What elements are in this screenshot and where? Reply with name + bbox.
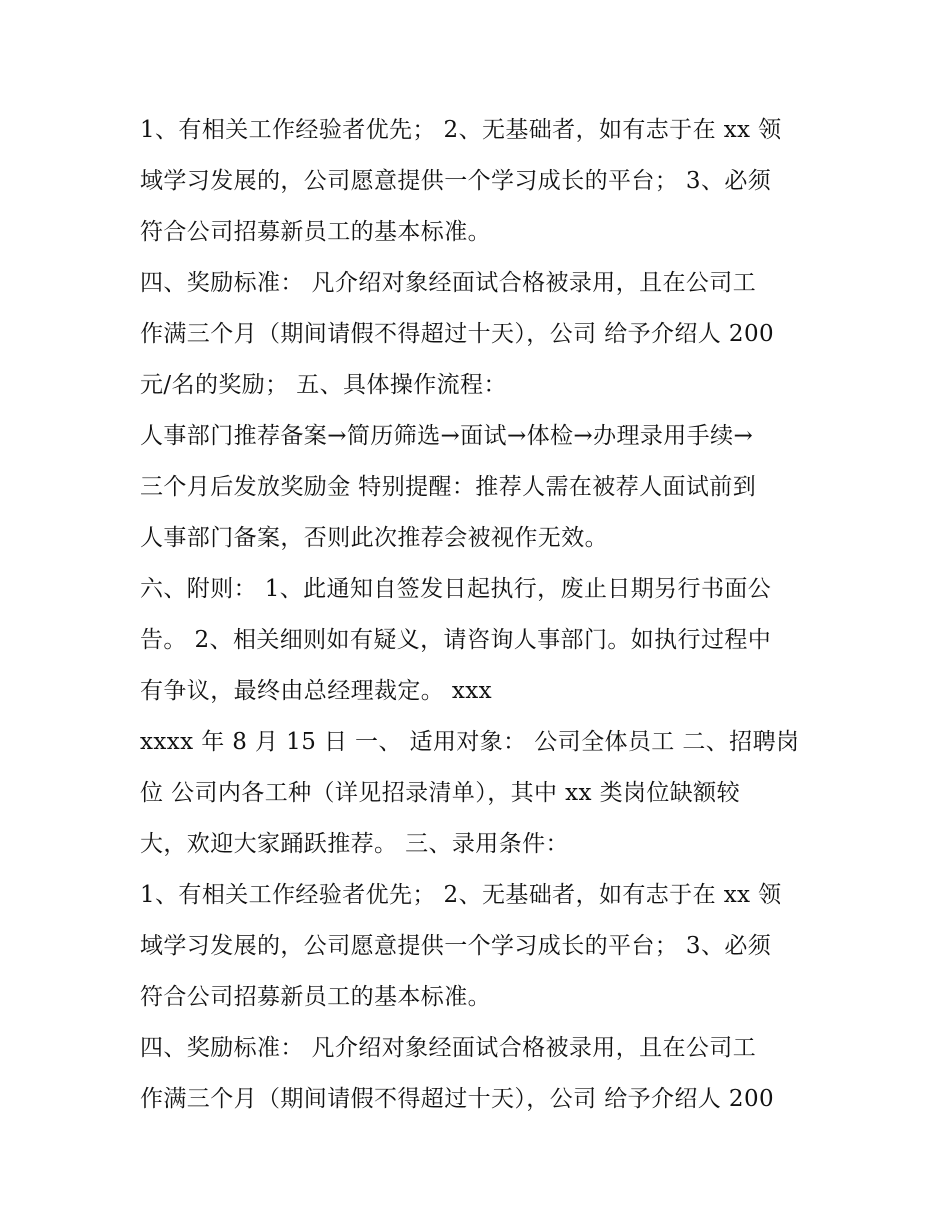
text-line: 位 公司内各工种（详见招录清单），其中 xx 类岗位缺额较 [140, 780, 740, 806]
text-line: 作满三个月（期间请假不得超过十天），公司 给予介绍人 200 [140, 321, 775, 347]
text-line: 四、奖励标准： 凡介绍对象经面试合格被录用，且在公司工 [140, 1035, 757, 1061]
text-line: 告。 2、相关细则如有疑义，请咨询人事部门。如执行过程中 [140, 627, 772, 653]
text-line: 人事部门备案，否则此次推荐会被视作无效。 [140, 525, 608, 551]
text-line: xxxx 年 8 月 15 日 一、 适用对象： 公司全体员工 二、招聘岗 [140, 729, 800, 755]
text-line: 符合公司招募新员工的基本标准。 [140, 984, 491, 1010]
text-line: 六、附则： 1、此通知自签发日起执行，废止日期另行书面公 [140, 576, 772, 602]
text-line: 符合公司招募新员工的基本标准。 [140, 219, 491, 245]
text-line: 作满三个月（期间请假不得超过十天），公司 给予介绍人 200 [140, 1086, 775, 1112]
text-line: 域学习发展的，公司愿意提供一个学习成长的平台； 3、必须 [140, 933, 772, 959]
text-line: 人事部门推荐备案→简历筛选→面试→体检→办理录用手续→ [140, 423, 754, 449]
document-body [140, 105, 820, 1125]
text-line: 1、有相关工作经验者优先； 2、无基础者，如有志于在 xx 领 [140, 117, 782, 143]
text-line: 大，欢迎大家踊跃推荐。 三、录用条件： [140, 831, 569, 857]
text-line: 有争议，最终由总经理裁定。 xxx [140, 678, 493, 704]
text-line: 三个月后发放奖励金 特别提醒：推荐人需在被荐人面试前到 [140, 474, 757, 500]
text-line: 1、有相关工作经验者优先； 2、无基础者，如有志于在 xx 领 [140, 882, 782, 908]
text-line: 四、奖励标准： 凡介绍对象经面试合格被录用，且在公司工 [140, 270, 757, 296]
text-line: 元/名的奖励； 五、具体操作流程： [140, 372, 507, 398]
text-line: 域学习发展的，公司愿意提供一个学习成长的平台； 3、必须 [140, 168, 772, 194]
